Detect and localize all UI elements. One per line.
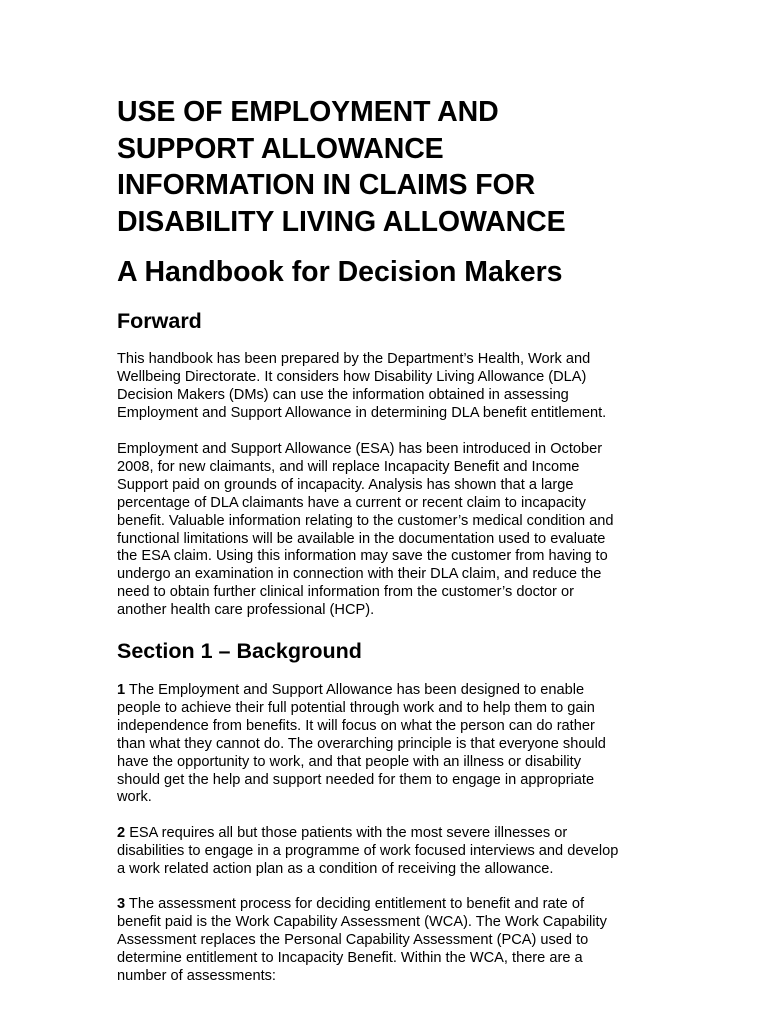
text-line: have the opportunity to work, and that people with an illness or disability	[117, 753, 582, 770]
text-line: work.	[117, 789, 152, 806]
title-line: DISABILITY LIVING ALLOWANCE	[117, 205, 566, 238]
section-1-item-1	[117, 682, 657, 807]
text-line: need to obtain further clinical information from the customer’s doctor or	[117, 584, 574, 601]
title-line: USE OF EMPLOYMENT AND	[117, 96, 499, 128]
text-line: Decision Makers (DMs) can use the information obtained in assessing	[117, 386, 569, 403]
section-1-item-3	[117, 896, 657, 986]
item-number: 2	[117, 825, 126, 841]
item-number: 3	[117, 896, 126, 912]
section-1-item-2	[117, 825, 657, 879]
title-line: INFORMATION IN CLAIMS FOR	[117, 169, 536, 201]
text-line: number of assessments:	[117, 967, 276, 984]
text-line: the ESA claim. Using this information may save the customer from having to	[117, 548, 608, 565]
text-line: than what they cannot do. The overarching principle is that everyone should	[117, 735, 606, 752]
forward-paragraph-2	[117, 441, 657, 620]
text-line: Wellbeing Directorate. It considers how Disability Living Allowance (DLA)	[117, 368, 587, 385]
text-line: This handbook has been prepared by the Department’s Health, Work and	[117, 351, 591, 367]
document-page	[117, 94, 657, 984]
text-line: ESA requires all but those patients with the most severe illnesses or	[129, 825, 568, 841]
text-line: undergo an examination in connection with their DLA claim, and reduce the	[117, 566, 602, 583]
forward-heading: Forward	[117, 309, 202, 333]
text-line: a work related action plan as a condition of receiving the allowance.	[117, 860, 554, 877]
forward-paragraph-1	[117, 351, 657, 423]
item-number: 1	[117, 682, 126, 698]
text-line: The assessment process for deciding entitlement to benefit and rate of	[128, 896, 585, 912]
document-subtitle: A Handbook for Decision Makers	[117, 256, 563, 288]
text-line: percentage of DLA claimants have a current or recent claim to incapacity	[117, 494, 586, 511]
text-line: benefit paid is the Work Capability Assessment (WCA). The Work Capability	[117, 913, 607, 930]
text-line: functional limitations will be available in the documentation used to evaluate	[117, 530, 606, 547]
text-line: Employment and Support Allowance (ESA) has been introduced in October	[117, 441, 603, 457]
document-title	[117, 94, 657, 240]
text-line: another health care professional (HCP).	[117, 602, 375, 619]
text-line: benefit. Valuable information relating to the customer’s medical condition and	[117, 512, 614, 529]
text-line: 2008, for new claimants, and will replace Incapacity Benefit and Income	[117, 458, 580, 475]
text-line: determine entitlement to Incapacity Benefit. Within the WCA, there are a	[117, 949, 583, 966]
text-line: people to achieve their full potential through work and to help them to gain	[117, 699, 595, 716]
text-line: Employment and Support Allowance in determining DLA benefit entitlement.	[117, 404, 607, 421]
text-line: Assessment replaces the Personal Capability Assessment (PCA) used to	[117, 931, 589, 948]
text-line: Support paid on grounds of incapacity. Analysis has shown that a large	[117, 476, 574, 493]
section-1-heading: Section 1 – Background	[117, 639, 362, 663]
text-line: The Employment and Support Allowance has been designed to enable	[128, 682, 585, 698]
text-line: should get the help and support needed for them to engage in appropriate	[117, 771, 595, 788]
title-line: SUPPORT ALLOWANCE	[117, 132, 444, 165]
text-line: disabilities to engage in a programme of work focused interviews and develop	[117, 842, 619, 859]
text-line: independence from benefits. It will focus on what the person can do rather	[117, 717, 595, 734]
